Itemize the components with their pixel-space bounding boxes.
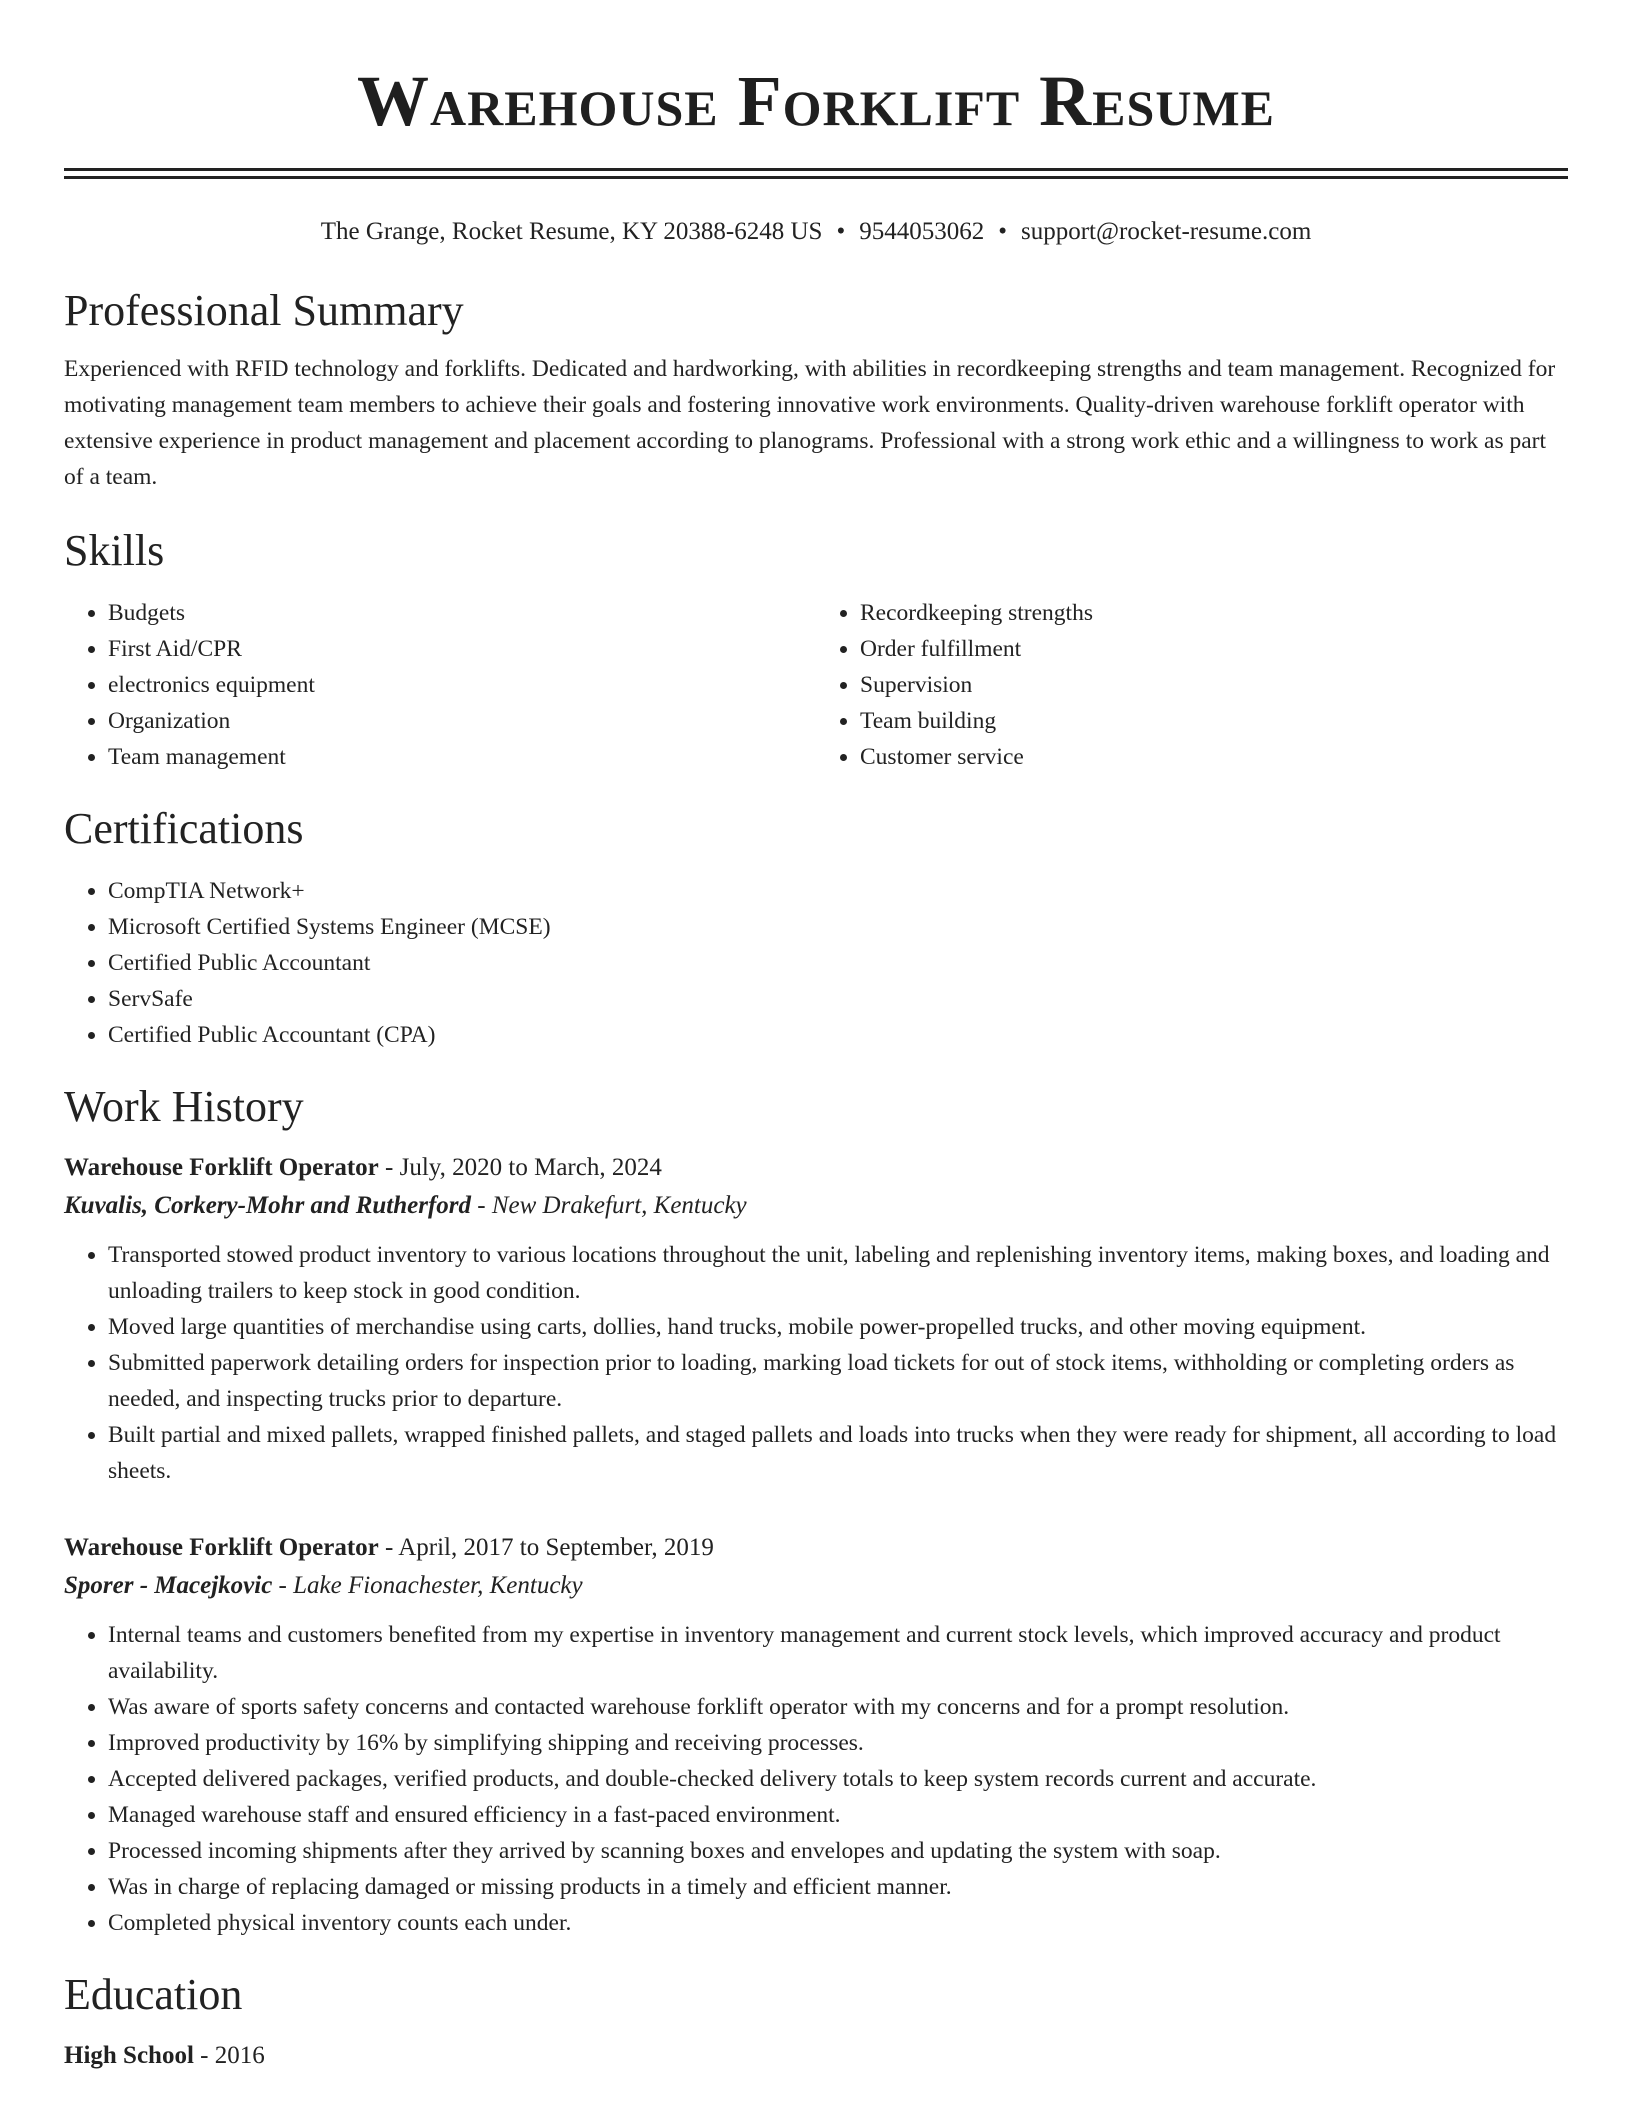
work-history-heading: Work History (64, 1082, 304, 1131)
contact-line (64, 215, 1568, 249)
job-bullet: • Internal teams and customers benefited from my expertise in inventory management and current stock levels, which improved accuracy and product availability. (108, 1617, 1568, 1689)
skill-item: • First Aid/CPR (108, 631, 816, 667)
job-bullet: • Managed warehouse staff and ensured efficiency in a fast-paced environment. (108, 1797, 1568, 1833)
job-bullet: • Moved large quantities of merchandise using carts, dollies, hand trucks, mobile power-propelled trucks, and other moving equipment. (108, 1309, 1568, 1345)
contact-phone: 9544053062 (859, 218, 985, 245)
job-bullet: • Was aware of sports safety concerns and contacted warehouse forklift operator with my concerns and for a prompt resolution. (108, 1689, 1568, 1725)
employer-line (64, 1567, 1568, 1605)
work-history-section (64, 1079, 1568, 1941)
summary-section (64, 283, 1568, 495)
skills-heading: Skills (64, 526, 165, 575)
job-bullet: • Built partial and mixed pallets, wrapped finished pallets, and staged pallets and loads into trucks when they were ready for shipment, all according to load sheets. (108, 1417, 1568, 1489)
skill-item: • Organization (108, 703, 816, 739)
job-title: Warehouse Forklift Operator (64, 1534, 379, 1561)
skills-right-list (816, 595, 1568, 775)
skill-item: • Team building (860, 703, 1568, 739)
job-bullet: • Accepted delivered packages, verified products, and double-checked delivery totals to keep system records current and accurate. (108, 1761, 1568, 1797)
education-heading: Education (64, 1970, 243, 2019)
contact-email: support@rocket-resume.com (1021, 218, 1312, 245)
education-section (64, 1967, 1568, 2075)
job-title: Warehouse Forklift Operator (64, 1154, 379, 1181)
job-bullets (64, 1617, 1568, 1941)
skill-item: • Recordkeeping strengths (860, 595, 1568, 631)
job-bullet: • Transported stowed product inventory to various locations throughout the unit, labeling and replenishing inventory items, making boxes, and loading and unloading trailers to keep stock in good condition. (108, 1237, 1568, 1309)
title-double-rule (64, 168, 1568, 179)
certification-item: • CompTIA Network+ (108, 873, 1568, 909)
skills-left-list (64, 595, 816, 775)
skill-item: • Budgets (108, 595, 816, 631)
skills-section (64, 523, 1568, 775)
job-title-line (64, 1529, 1568, 1567)
skill-item: • Customer service (860, 739, 1568, 775)
employer-line (64, 1187, 1568, 1225)
education-entry (64, 2037, 1568, 2075)
job-bullet: • Submitted paperwork detailing orders for inspection prior to loading, marking load tickets for out of stock items, withholding or completing orders as needed, and inspecting trucks prior to departure. (108, 1345, 1568, 1417)
job-title-line (64, 1149, 1568, 1187)
job-bullet: • Was in charge of replacing damaged or missing products in a timely and efficient manner. (108, 1869, 1568, 1905)
education-school: High School (64, 2042, 194, 2069)
summary-text: Experienced with RFID technology and forklifts. Dedicated and hardworking, with abilities in recordkeeping strengths and team management. Recognized for motivating management team members to achieve their goals and fostering innovative work environments. Quality-driven warehouse forklift operator with extensive experience in product management and placement according to planograms. Professional with a strong work ethic and a willingness to work as part of a team. (64, 356, 1556, 490)
certifications-heading: Certifications (64, 804, 304, 853)
certification-item: • Microsoft Certified Systems Engineer (MCSE) (108, 909, 1568, 945)
job-dates: - July, 2020 to March, 2024 (378, 1154, 662, 1181)
education-year: - 2016 (193, 2042, 265, 2069)
certification-item: • Certified Public Accountant (108, 945, 1568, 981)
resume-title: Warehouse Forklift Resume (357, 61, 1275, 141)
employer-location: - Lake Fionachester, Kentucky (272, 1572, 583, 1599)
employer-location: - New Drakefurt, Kentucky (471, 1192, 747, 1219)
contact-address: The Grange, Rocket Resume, KY 20388-6248 US (320, 218, 823, 245)
skills-grid (64, 595, 1568, 775)
job-entry (64, 1529, 1568, 1941)
job-bullet: • Processed incoming shipments after they arrived by scanning boxes and envelopes and updating the system with soap. (108, 1833, 1568, 1869)
skill-item: • electronics equipment (108, 667, 816, 703)
contact-separator: • (836, 218, 846, 245)
employer-name: Sporer - Macejkovic (64, 1572, 273, 1599)
summary-heading: Professional Summary (64, 286, 464, 335)
skill-item: • Order fulfillment (860, 631, 1568, 667)
certifications-section (64, 801, 1568, 1053)
employer-name: Kuvalis, Corkery-Mohr and Rutherford (64, 1192, 472, 1219)
job-bullet: • Improved productivity by 16% by simplifying shipping and receiving processes. (108, 1725, 1568, 1761)
contact-separator: • (998, 218, 1007, 245)
skill-item: • Supervision (860, 667, 1568, 703)
job-bullet: • Completed physical inventory counts each under. (108, 1905, 1568, 1941)
job-entry (64, 1149, 1568, 1489)
skill-item: • Team management (108, 739, 816, 775)
certification-item: • Certified Public Accountant (CPA) (108, 1017, 1568, 1053)
certification-item: • ServSafe (108, 981, 1568, 1017)
job-dates: - April, 2017 to September, 2019 (378, 1534, 714, 1561)
certifications-list (64, 873, 1568, 1053)
job-bullets (64, 1237, 1568, 1489)
